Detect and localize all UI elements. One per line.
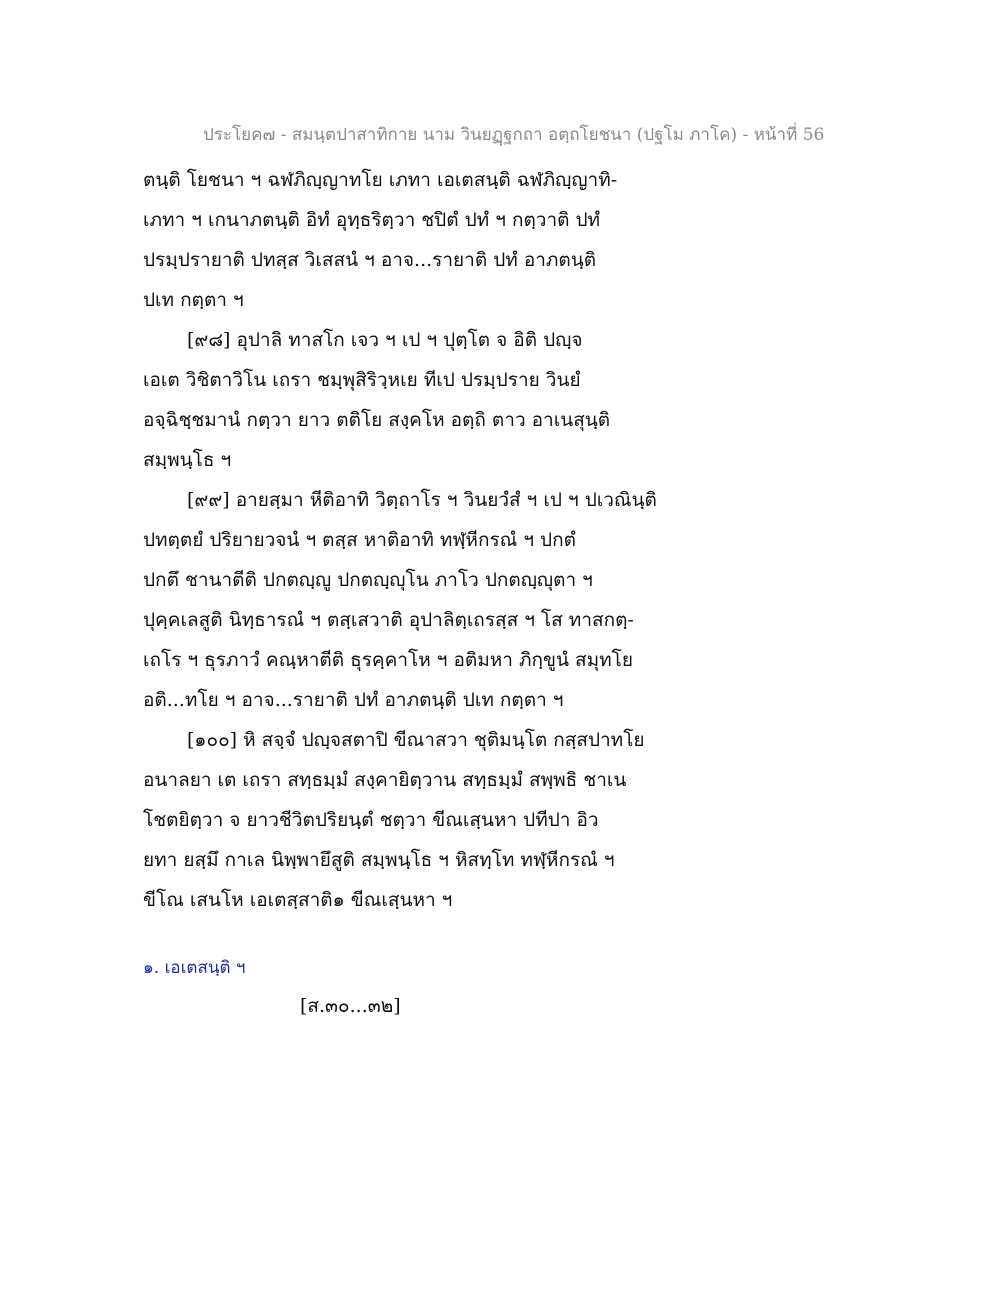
paragraph-99-first-line: [๙๙] อายสฺมา หีติอาทิ วิตฺถาโร ฯ วินยวํสํ ฯ เป ฯ ปเวณินฺติ — [187, 489, 657, 511]
text-line: เภทา ฯ เกนาภตนฺติ อิทํ อุทฺธริตฺวา ชปิตํ ปทํ ฯ กตฺวาติ ปทํ — [143, 209, 601, 231]
text-line: ปเท กตฺตา ฯ — [143, 289, 244, 311]
text-line: ขีโณ เสนโห เอเตสฺสาติ๑ ขีณเสฺนหา ฯ — [143, 889, 453, 911]
paragraph-98-first-line: [๙๘] อุปาลิ ทาสโก เจว ฯ เป ฯ ปุตฺโต จ อิติ ปญฺจ — [187, 329, 583, 351]
text-line: ปทตฺตยํ ปริยายวจนํ ฯ ตสฺส หาติอาทิ ทฬฺหีกรณํ ฯ ปกตํ — [143, 529, 576, 551]
text-line: ตนฺติ โยชนา ฯ ฉฬภิญฺญาทโย เภทา เอเตสนฺติ ฉฬภิญฺญาทิ- — [143, 169, 618, 191]
running-header: ประโยค๗ - สมนฺตปาสาทิกาย นาม วินยฏฺฐกถา อตฺถโยชนา (ปฐโม ภาโค) - หน้าที่ 56 — [203, 125, 825, 145]
text-line: โชตยิตฺวา จ ยาวชีวิตปริยนฺตํ ชตฺวา ขีณเสฺนหา ปทีปา อิว — [143, 809, 599, 831]
text-line: อนาลยา เต เถรา สทฺธมฺมํ สงฺคายิตฺวาน สทฺธมฺมํ สพฺพธิ ชาเน — [143, 769, 627, 791]
text-line: อจฺฉิชฺชมานํ กตฺวา ยาว ตติโย สงฺคโห อตฺถิ ตาว อาเนสุนฺติ — [143, 409, 611, 431]
text-line: อติ...ทโย ฯ อาจ...รายาติ ปทํ อาภตนฺติ ปเท กตฺตา ฯ — [143, 689, 564, 711]
paragraph-100-first-line: [๑๐๐] หิ สจฺจํ ปญฺจสตาปิ ขีณาสวา ชุติมนฺโต กสฺสปาทโย — [187, 729, 645, 751]
text-line: ยทา ยสฺมึ กาเล นิพฺพายึสูติ สมฺพนฺโธ ฯ หิสทฺโท ทฬฺหีกรณํ ฯ — [143, 849, 615, 871]
text-line: ปกตึ ชานาตีติ ปกตญฺญู ปกตญฺญุโน ภาโว ปกตญฺญุตา ฯ — [143, 569, 593, 591]
text-line: เอเต วิชิตาวิโน เถรา ชมฺพุสิริวฺหเย ทีเป ปรมฺปราย วินยํ — [143, 369, 581, 391]
text-line: ปรมฺปรายาติ ปทสฺส วิเสสนํ ฯ อาจ...รายาติ ปทํ อาภตนฺติ — [143, 249, 597, 271]
body-text — [143, 160, 663, 920]
text-line: เถโร ฯ ธุรภาวํ คณฺหาตีติ ธุรคฺคาโห ฯ อติมหา ภิกฺขูนํ สมุทโย — [143, 649, 634, 671]
text-line: ปุคฺคเลสูติ นิทฺธารณํ ฯ ตสฺเสวาติ อุปาลิตฺเถรสฺส ฯ โส ทาสกตฺ- — [143, 609, 634, 631]
page-reference: [ส.๓๐...๓๒] — [300, 995, 401, 1017]
text-line: สมฺพนฺโธ ฯ — [143, 449, 232, 471]
footnote: ๑. เอเตสนฺติ ฯ — [143, 958, 246, 978]
